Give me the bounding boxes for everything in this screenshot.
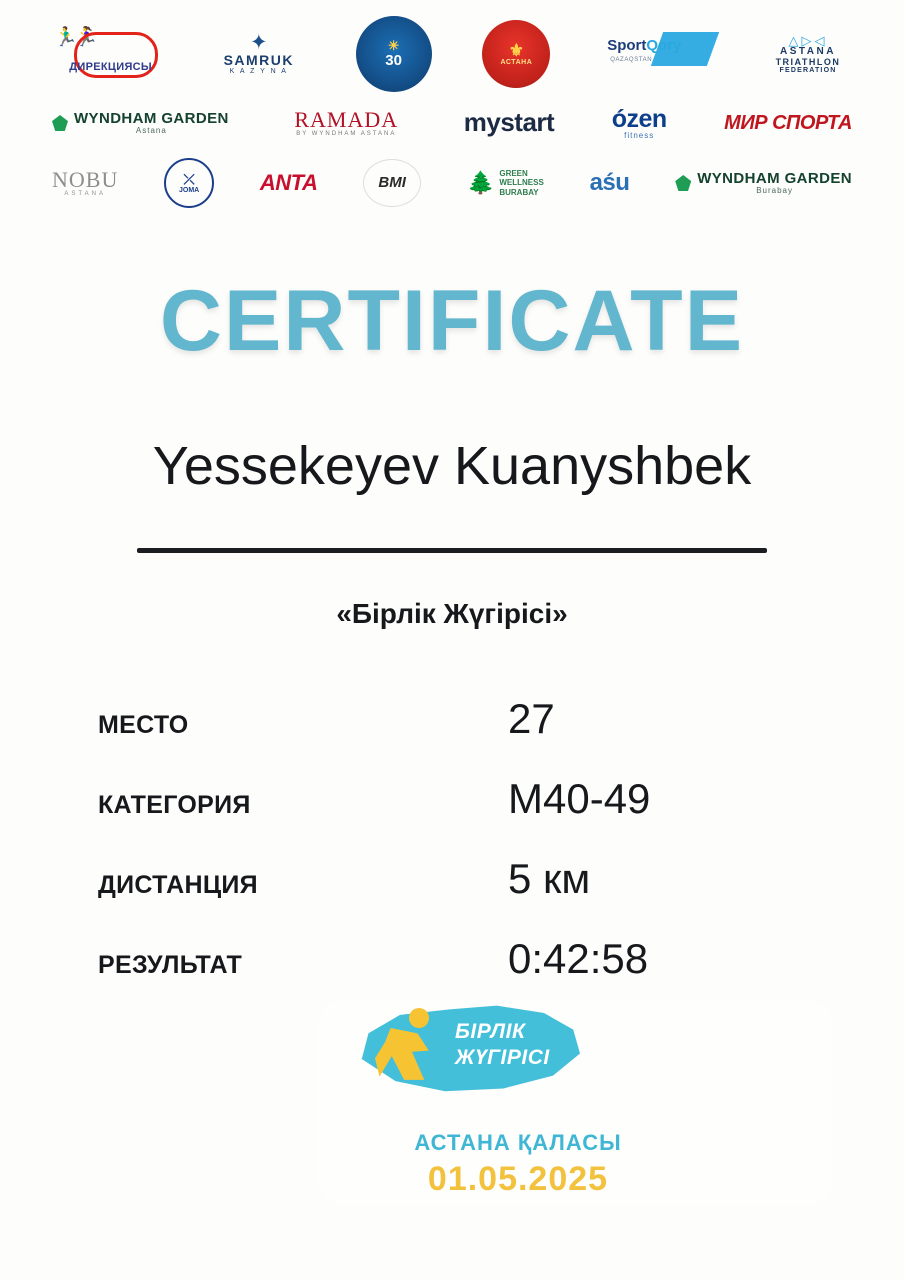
sun-icon: ☀ (387, 38, 400, 54)
event-logo (355, 1000, 580, 1100)
triangles-icon: △▷◁ (788, 32, 828, 48)
results-table (98, 695, 798, 1015)
logo-astana-triathlon-federation (764, 23, 852, 85)
table-row (98, 695, 798, 775)
runner-icon (369, 1008, 445, 1088)
result-label-distance: ДИСТАНЦИЯ (98, 871, 258, 899)
logo-wyndham-burabay-name: WYNDHAM GARDEN (697, 169, 852, 187)
result-label-category: КАТЕГОРИЯ (98, 791, 251, 819)
logo-ozen-fitness (612, 106, 667, 141)
event-name: «Бірлік Жүгірісі» (336, 598, 568, 629)
logo-ramada-name: RAMADA (294, 107, 399, 133)
runner-head-shape (409, 1008, 429, 1028)
logo-atf-line3: FEDERATION (779, 67, 837, 75)
wyndham-mark-icon (675, 175, 691, 191)
result-value-category: M40-49 (508, 775, 651, 822)
logo-green-line3: BURABAY (499, 187, 539, 197)
event-logo-line1: БІРЛІК (455, 1020, 526, 1043)
logo-ozen-name: ózen (611, 104, 667, 133)
logo-ozen-sub: fitness (624, 130, 655, 140)
logo-bmi: BMI (363, 159, 421, 207)
logo-nobu (52, 168, 118, 197)
tree-icon: 🌲 (466, 170, 495, 196)
logo-joma-name: JOMA (179, 186, 200, 194)
sponsor-row-2 (52, 96, 852, 150)
table-row (98, 855, 798, 935)
logo-sport-qory (601, 26, 713, 82)
event-logo-line2: ЖҮГІРІСІ (455, 1046, 550, 1069)
logo-nobu-name: NOBU (52, 167, 119, 193)
logo-direktsiyasy (52, 26, 162, 82)
logo-sport-qory-name: SportQory (607, 37, 682, 54)
event-city: АСТАНА ҚАЛАСЫ (414, 1130, 622, 1155)
logo-green-line1: GREEN (499, 169, 528, 179)
logo-emblem-number: 30 (385, 51, 402, 69)
logo-wyndham-garden-astana (52, 111, 229, 135)
logo-mir-sporta: МИР СПОРТА (724, 111, 852, 134)
runner-body-shape (375, 1028, 431, 1082)
result-value-distance: 5 км (508, 855, 591, 902)
logo-green-wellness-burabay (467, 169, 544, 197)
logo-astana-crest (482, 20, 550, 88)
logo-wyndham-astana-sub: Astana (135, 125, 167, 135)
logo-wyndham-burabay-sub: Burabay (756, 185, 793, 195)
joma-swoosh-icon: ⤫ (183, 170, 195, 187)
result-label-place: МЕСТО (98, 711, 189, 739)
event-date: 01.05.2025 (427, 1160, 609, 1198)
certificate-title: CERTIFICATE (159, 273, 745, 369)
logo-samruk-kazyna (213, 23, 305, 85)
sponsor-logo-band (52, 18, 852, 210)
bird-icon: ✦ (249, 31, 268, 55)
result-value-place: 27 (508, 695, 555, 742)
name-divider (137, 548, 767, 553)
logo-asu: aśu (589, 169, 630, 197)
logo-green-text (499, 169, 543, 197)
wyndham-mark-icon (52, 115, 68, 131)
result-value-result: 0:42:58 (508, 935, 649, 982)
logo-nobu-sub: ASTANA (64, 191, 106, 198)
logo-kazakhstan-30-emblem (356, 16, 432, 92)
logo-wyndham-astana-name: WYNDHAM GARDEN (74, 109, 229, 127)
logo-samruk-name: SAMRUK (223, 52, 295, 69)
result-label-result: РЕЗУЛЬТАТ (98, 951, 243, 979)
logo-wyndham-garden-burabay (675, 171, 852, 195)
logo-samruk-sub: K A Z Y N A (229, 68, 288, 76)
logo-astana-name: АСТАНА (500, 58, 533, 66)
runners-icon: 🏃‍♂️🏃‍♀️ (54, 27, 96, 48)
logo-mystart: mystart (463, 107, 555, 138)
participant-name: Yessekeyev Kuanyshbek (152, 436, 752, 496)
crest-icon: ⚜ (508, 40, 525, 60)
logo-anta: ANTA (259, 170, 318, 196)
sponsor-row-3 (52, 156, 852, 210)
logo-sport-qory-sub: QAZAQSTAN (610, 57, 653, 63)
table-row (98, 775, 798, 855)
logo-green-line2: WELLNESS (499, 178, 544, 188)
logo-atf-line2: TRIATHLON (775, 56, 841, 67)
logo-direktsiyasy-label: ДИРЕКЦИЯСЫ (69, 61, 152, 74)
logo-joma (164, 158, 214, 208)
logo-ramada (286, 108, 406, 137)
sponsor-row-1 (52, 18, 852, 90)
logo-atf-line1: ASTANA (780, 46, 836, 58)
logo-ramada-sub: BY WYNDHAM ASTANA (296, 131, 397, 138)
